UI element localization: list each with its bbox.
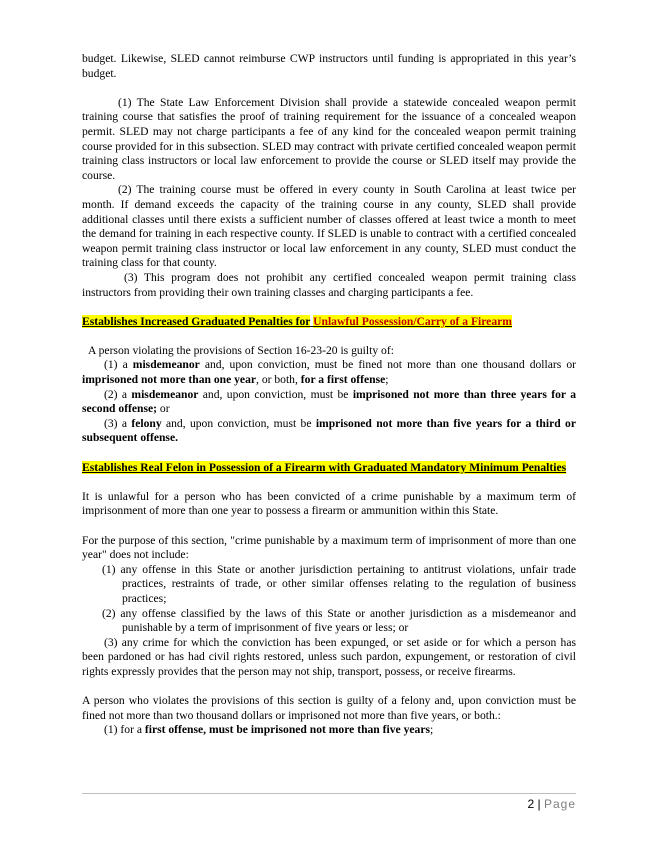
bold-run: misdemeanor [132, 358, 200, 372]
spacer [82, 329, 576, 344]
page-body [82, 52, 576, 738]
footer-divider [82, 793, 576, 794]
budget-paragraph: budget. Likewise, SLED cannot reimburse CWP instructors until funding is appropriated in this year’s budget. [82, 52, 576, 80]
heading-felon-text: Establishes Real Felon in Possession of a Firearm with Graduated Mandatory Minimum Penalties [82, 460, 567, 474]
bold-run: felony [131, 416, 162, 430]
training-paragraph-1: (1) The State Law Enforcement Division shall provide a statewide concealed weapon permit training course that satisfies the proof of training requirement for the issuance of a concealed weapon permit. SLED may not charge participants a fee of any kind for the concealed weapon permit training course provided for in this subsection. SLED may contract with private certified concealed weapon permit training class instructors or local law enforcement to provide the course or SLED itself may provide the course. [82, 95, 576, 182]
spacer [82, 519, 576, 534]
training-paragraph-2: (2) The training course must be offered in every county in South Carolina at least twice per month. If demand exceeds the capacity of the training course in any county, SLED shall provide additional classes until there exists a sufficient number of classes offered at least twice a month to meet the demand for training in each respective county. If SLED is unable to contract with a certified concealed weapon permit training class instructor or local law enforcement in any county, SLED must conduct the training class for that county. [82, 183, 576, 270]
felon-paragraph-2: For the purpose of this section, "crime punishable by a maximum term of imprisonment of more than one year" does not include: [82, 533, 576, 562]
text-run: and, upon conviction, must be fined not more than one thousand dollars or [199, 358, 576, 372]
spacer [82, 475, 576, 490]
text-run: (3) a [104, 416, 132, 430]
spacer [82, 680, 576, 695]
page-footer [420, 797, 576, 811]
bold-run: for a first offense [300, 373, 386, 387]
text-run: ; [385, 373, 389, 387]
spacer [82, 81, 576, 96]
exclusion-item-1: (1) any offense in this State or another jurisdiction pertaining to antitrust violations, unfair trade practices, restraints of trade, or other similar offenses relating to the regulation of business practices; [102, 562, 576, 605]
penalty-item-2 [82, 388, 576, 417]
final-item [82, 723, 576, 738]
bold-run: first offense, must be imprisoned not more than five years [144, 723, 430, 737]
text-run: (2) a [104, 387, 132, 401]
felon-paragraph-1: It is unlawful for a person who has been convicted of a crime punishable by a maximum term of imprisonment of more than one year to possess a firearm or ammunition within this State. [82, 489, 576, 518]
bold-run: imprisoned not more than one year [82, 373, 257, 387]
felon-paragraph-3: A person who violates the provisions of this section is guilty of a felony and, upon conviction must be fined not more than two thousand dollars or imprisoned not more than five years, or both.: [82, 694, 576, 722]
penalty-item-3 [82, 417, 576, 446]
heading-penalties-part-a: Establishes Increased Graduated Penalties for [82, 314, 311, 328]
bold-run: misdemeanor [131, 387, 199, 401]
text-run: and, upon conviction, must be [161, 416, 316, 430]
text-run: (1) a [104, 358, 133, 372]
text-run: and, upon conviction, must be [198, 387, 353, 401]
exclusion-item-3: (3) any crime for which the conviction has been expunged, or set aside or for which a person has been pardoned or has had civil rights restored, unless such pardon, expungement, or restoration of civil rights expressly provides that the person may not ship, transport, possess, or receive firearms. [82, 635, 576, 678]
page-label: Page [543, 797, 576, 811]
page-number: 2 [527, 797, 535, 811]
text-run: or [157, 402, 170, 416]
spacer [82, 300, 576, 315]
penalty-item-1 [82, 358, 576, 387]
exclusion-item-2: (2) any offense classified by the laws of this State or another jurisdiction as a misdemeanor and punishable by a term of imprisonment of five years or less; or [102, 606, 576, 635]
penalties-intro: A person violating the provisions of Section 16-23-20 is guilty of: [88, 343, 394, 357]
bold-run: imprisoned not more than five years for a third or subsequent offense. [82, 416, 576, 445]
footer-separator: | [534, 797, 544, 811]
text-run: , or both, [256, 373, 301, 387]
spacer [82, 446, 576, 461]
heading-penalties-part-b: Unlawful Possession/Carry of a Firearm [313, 314, 512, 328]
text-run: ; [429, 723, 434, 737]
section-heading-penalties [82, 315, 576, 330]
bold-run: imprisoned not more than three years for a second offense; [82, 387, 576, 416]
training-paragraph-3: (3) This program does not prohibit any certified concealed weapon permit training class instructors from providing their own training classes and charging participants a fee. [82, 270, 576, 299]
text-run: (1) for a [104, 723, 145, 737]
section-heading-felon [82, 461, 576, 476]
